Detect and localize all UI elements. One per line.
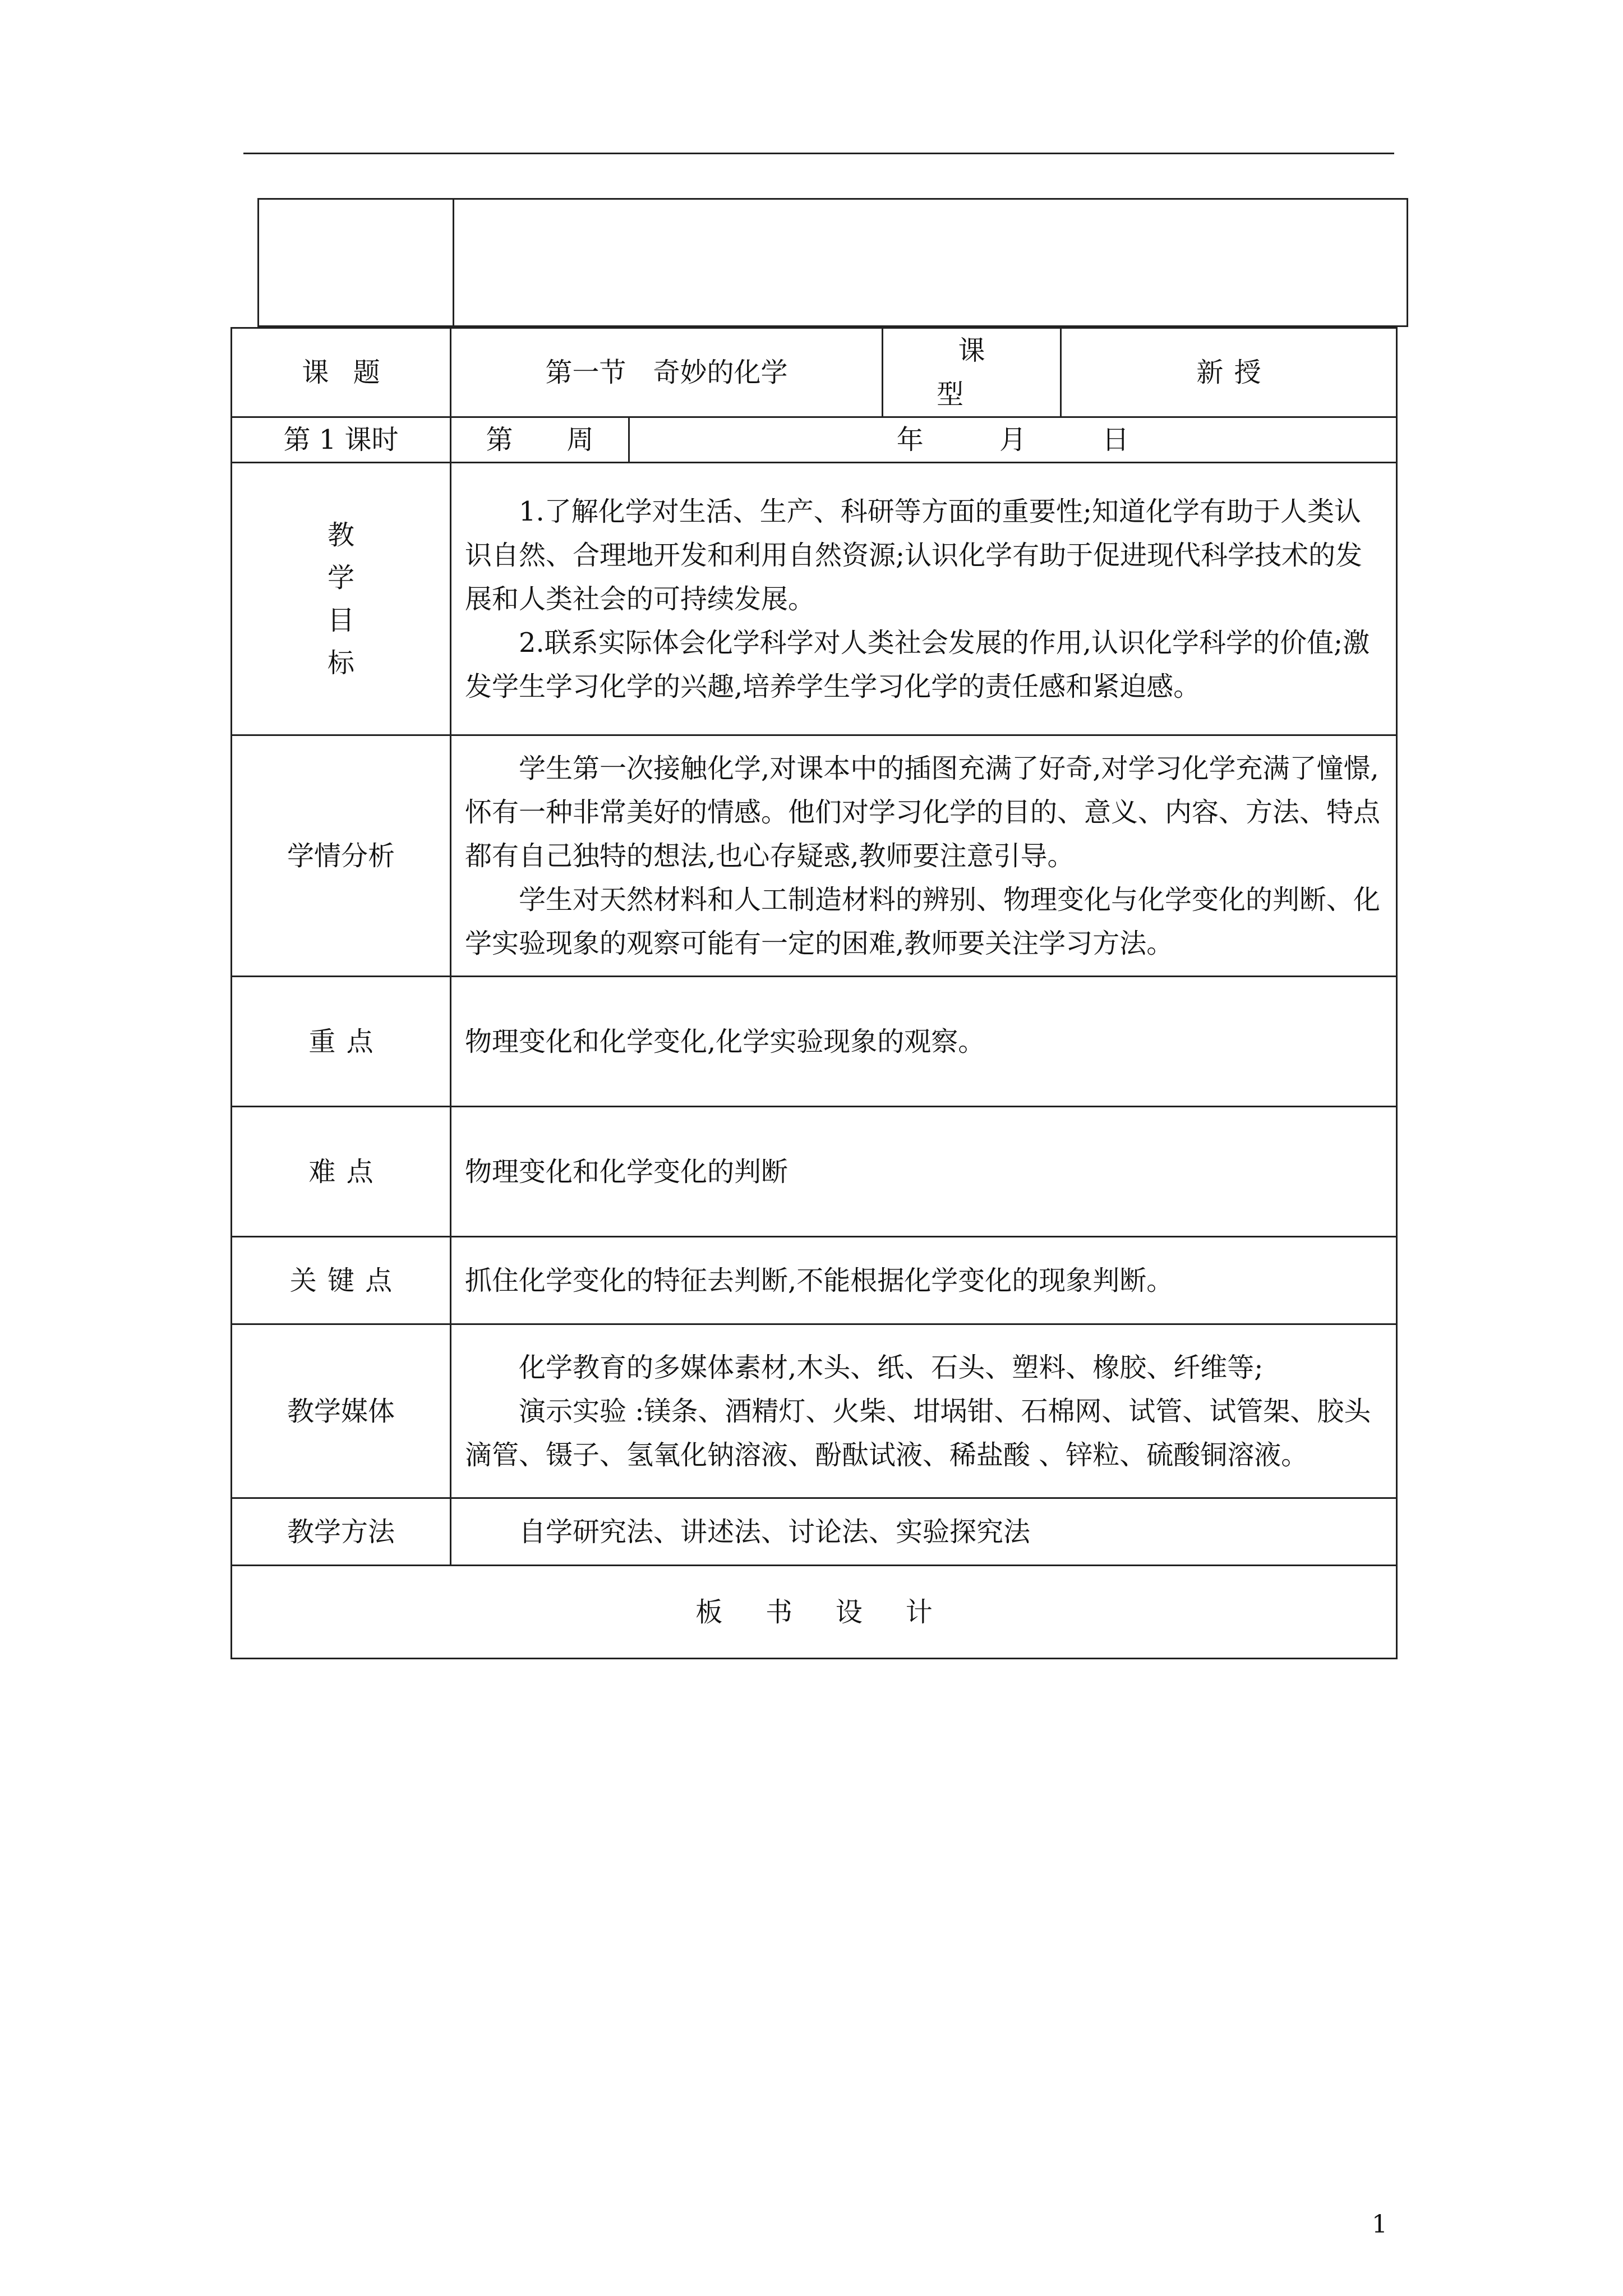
date-field <box>629 417 1397 463</box>
media-paragraph-2: 演示实验 :镁条、酒精灯、火柴、坩埚钳、石棉网、试管、试管架、胶头滴管、镊子、氢氧化钠溶液、酚酞试液、稀盐酸 、锌粒、硫酸铜溶液。 <box>465 1395 1371 1471</box>
method-row <box>232 1498 1397 1566</box>
media-paragraph-1: 化学教育的多媒体素材,木头、纸、石头、塑料、橡胶、纤维等; <box>519 1351 1264 1383</box>
analysis-row <box>232 735 1397 977</box>
crux-label: 关键点 <box>232 1237 451 1324</box>
date-year: 年 <box>896 424 924 455</box>
period-row <box>232 417 1397 463</box>
media-label: 教学媒体 <box>232 1324 451 1498</box>
topic-value: 第一节 奇妙的化学 <box>451 328 883 417</box>
week-label: 第 周 <box>451 417 629 463</box>
analysis-label: 学情分析 <box>232 735 451 977</box>
objective-1: 1.了解化学对生活、生产、科研等方面的重要性;知道化学有助于人类认识自然、合理地开发和利用自然资源;认识化学有助于促进现代科学技术的发展和人类社会的可持续发展。 <box>465 495 1363 615</box>
board-design-label: 板书设计 <box>232 1566 1397 1659</box>
header-box <box>257 198 1408 327</box>
method-content <box>451 1498 1397 1566</box>
difficulty-label: 难点 <box>232 1107 451 1237</box>
objectives-row <box>232 463 1397 735</box>
analysis-content <box>451 735 1397 977</box>
media-row <box>232 1324 1397 1498</box>
header-box-divider <box>453 200 454 325</box>
key-point-label: 重点 <box>232 977 451 1107</box>
difficulty-row <box>232 1107 1397 1237</box>
difficulty-content: 物理变化和化学变化的判断 <box>451 1107 1397 1237</box>
page-number: 1 <box>1372 2210 1387 2239</box>
topic-row <box>232 328 1397 417</box>
key-point-content: 物理变化和化学变化,化学实验现象的观察。 <box>451 977 1397 1107</box>
objective-2: 2.联系实际体会化学科学对人类社会发展的作用,认识化学科学的价值;激发学生学习化学的兴趣,培养学生学习化学的责任感和紧迫感。 <box>465 627 1370 702</box>
objectives-content <box>451 463 1397 735</box>
crux-row <box>232 1237 1397 1324</box>
header-rule <box>243 153 1394 154</box>
topic-label: 课题 <box>232 328 451 417</box>
objectives-label: 教 学 目 标 <box>232 463 451 735</box>
method-label: 教学方法 <box>232 1498 451 1566</box>
type-value: 新授 <box>1061 328 1397 417</box>
date-month: 月 <box>999 424 1027 455</box>
media-content <box>451 1324 1397 1498</box>
type-label: 课型 <box>883 328 1061 417</box>
date-day: 日 <box>1102 424 1129 455</box>
crux-content: 抓住化学变化的特征去判断,不能根据化学变化的现象判断。 <box>451 1237 1397 1324</box>
analysis-paragraph-1: 学生第一次接触化学,对课本中的插图充满了好奇,对学习化学充满了憧憬,怀有一种非常美好的情感。他们对学习化学的目的、意义、内容、方法、特点都有自己独特的想法,也心存疑惑,教师要注意引导。 <box>465 752 1381 872</box>
method-paragraph-1: 自学研究法、讲述法、讨论法、实验探究法 <box>519 1516 1031 1548</box>
board-row <box>232 1566 1397 1659</box>
lesson-plan-table <box>230 327 1398 1659</box>
period-label: 第 1 课时 <box>232 417 451 463</box>
analysis-paragraph-2: 学生对天然材料和人工制造材料的辨别、物理变化与化学变化的判断、化学实验现象的观察可能有一定的困难,教师要关注学习方法。 <box>465 884 1381 959</box>
key-point-row <box>232 977 1397 1107</box>
